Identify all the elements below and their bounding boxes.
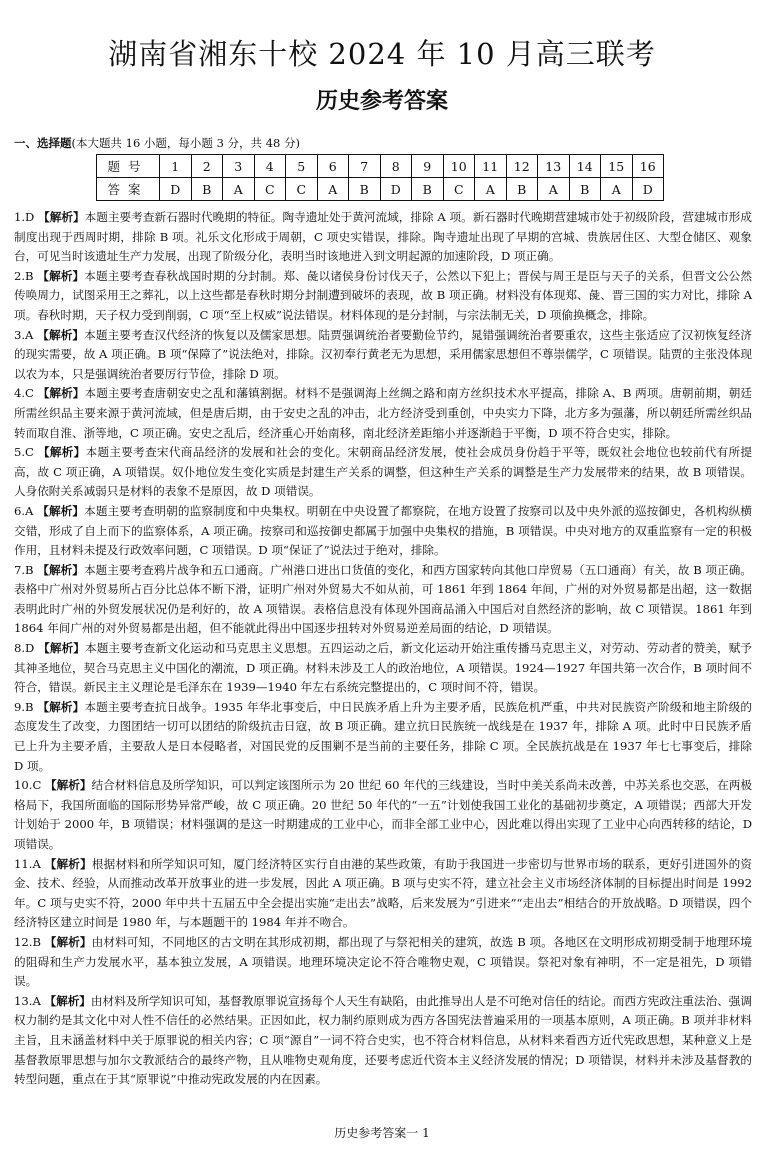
item-answer: 4.C [14, 386, 34, 401]
question-number-cell: 10 [443, 155, 475, 178]
explanation-item [14, 208, 752, 267]
answer-cell: B [191, 178, 223, 201]
explanation-item [14, 698, 752, 776]
analysis-tag: 【解析】 [38, 641, 85, 656]
section-heading [14, 135, 300, 151]
document-subtitle: 历史参考答案 [315, 89, 448, 114]
analysis-text: 由材料可知，不同地区的古文明在其形成初期，都出现了与祭祀相关的建筑，故选 B 项。各地区在文明形成初期受制于地理环境的阻碍和生产力发展水平，基本独立发展，A 项错误。地理环境决定论不符合唯物史观，C 项错误。祭祀对象有神明，不一定是祖先，D 项错误。 [14, 934, 752, 989]
answer-cell: B [412, 178, 444, 201]
answer-cell: A [538, 178, 570, 201]
answer-table [96, 154, 664, 201]
explanation-item [14, 384, 752, 443]
analysis-text: 本题主要考查新文化运动和马克思主义思想。五四运动之后，新文化运动开始注重传播马克思主义，对劳动、劳动者的赞美，赋予其神圣地位，契合马克思主义中国化的潮流，D 项正确。材料未涉及工人的政治地位，A 项错误。1924—1927 年国共第一次合作，B 项时间不符合，错误。新民主主义理论是毛泽东在 1939—1940 年左右系统完整提出的，C 项时间不符，错误。 [14, 641, 752, 695]
answer-cell: D [380, 178, 412, 201]
explanation-item [14, 933, 752, 992]
item-answer: 10.C [14, 778, 42, 793]
analysis-tag: 【解析】 [37, 445, 86, 460]
analysis-text: 本题主要考查鸦片战争和五口通商。广州港口进出口货值的变化，和西方国家转向其他口岸贸易（五口通商）有关，故 B 项正确。表格中广州对外贸易所占百分比总体不断下滑，证明广州对外贸易大不如从前，可 1861 年到 1864 年间，广州的对外贸易都是出超，这一数据表明此时广州的外贸发展状况仍是利好的，故 A 项错误。表格信息没有体现外国商品涌入中国后对自然经济的影响，故 C 项错误。1861 年到 1864 年间广州的对外贸易都是出超，但不能就此得出中国逐步扭转对外贸易逆差局面的结论，D 项错误。 [14, 562, 752, 636]
answer-cell: D [160, 178, 192, 201]
answer-cell: A [223, 178, 255, 201]
item-answer: 8.D [14, 641, 35, 656]
item-answer: 5.C [14, 445, 34, 460]
answer-cell: C [443, 178, 475, 201]
analysis-tag: 【解析】 [44, 993, 91, 1008]
analysis-tag: 【解析】 [37, 562, 84, 577]
analysis-text: 本题主要考查明朝的监察制度和中央集权。明朝在中央设置了都察院，在地方设置了按察司以及中央外派的巡按御史，各机构纵横交错，形成了自上而下的监察体系，A 项正确。按察司和巡按御史都属于加强中央集权的措施，B 项错误。中央对地方的双重监察有一定的积极作用，且材料未提及行政效率问题，C 项错误。D 项“保证了”说法过于绝对，排除。 [14, 503, 752, 558]
question-number-cell: 1 [160, 155, 192, 178]
answer-table-number-row [97, 155, 664, 178]
question-number-cell: 11 [475, 155, 507, 178]
analysis-text: 根据材料和所学知识可知，厦门经济特区实行自由港的某些政策，有助于我国进一步密切与世界市场的联系，更好引进国外的资金、技术、经验，从而推动改革开放事业的进一步发展，因此 A 项正确。B 项与史实不符，建立社会主义市场经济体制的目标提出时间是 1992 年。C 项与史实不符，2000 年中共十五届五中全会提出实施“走出去”战略，后来发展为“引进来”“走出去”相结合的开放战略。D 项错误，四个经济特区建立时间是 1980 年，与本题题干的 1984 年并不吻合。 [14, 856, 752, 930]
explanation-item [14, 502, 752, 561]
analysis-text: 本题主要考查宋代商品经济的发展和社会的变化。宋朝商品经济发展，使社会成员身份趋于平等，既奴社会地位也较前代有所提高，故 C 项正确，A 项错误。奴仆地位发生变化实质是封建生产关系的调整，但这种生产关系的调整是生产力发展带来的结果，故 B 项错误。人身依附关系减弱只是材料的表象不是原因，故 D 项错误。 [14, 445, 752, 499]
explanation-item [14, 639, 752, 698]
section-note: (本大题共 16 小题，每小题 3 分，共 48 分) [71, 136, 300, 150]
analysis-text: 本题主要考查唐朝安史之乱和藩镇割据。材料不是强调海上丝绸之路和南方丝织技术水平提高，排除 A、B 两项。唐朝前期，朝廷所需丝织品主要来源于黄河流域，但是唐后期，由于安史之乱的冲击，北方经济受到重创，中央实力下降，北方多为强藩，所以朝廷所需丝织品转而取自淮、浙等地，C 项正确。安史之乱后，经济重心开始南移，南北经济差距缩小并逐渐趋于平衡，D 项不符合史实，排除。 [14, 386, 752, 440]
question-number-cell: 2 [191, 155, 223, 178]
question-number-cell: 4 [254, 155, 286, 178]
explanation-item [14, 776, 752, 854]
analysis-tag: 【解析】 [44, 856, 92, 871]
answer-cell: C [254, 178, 286, 201]
analysis-tag: 【解析】 [45, 778, 92, 793]
explanation-item [14, 443, 752, 502]
item-answer: 1.D [14, 210, 35, 224]
explanation-item [14, 992, 752, 1090]
analysis-text: 本题主要考查汉代经济的恢复以及儒家思想。陆贾强调统治者要勤俭节约，晁错强调统治者要重农，这些主张适应了汉初恢复经济的现实需要，故 A 项正确。B 项“保障了”说法绝对，排除。汉初奉行黄老无为思想，采用儒家思想但不尊崇儒学，C 项错误。陆贾的主张没体现以农为本，只是强调统治者要厉行节俭，排除 D 项。 [14, 327, 752, 381]
question-number-cell: 6 [317, 155, 349, 178]
question-number-cell: 8 [380, 155, 412, 178]
row-label-answer: 答案 [97, 178, 160, 201]
item-answer: 3.A [14, 327, 34, 342]
item-answer: 6.A [14, 503, 34, 518]
answer-cell: A [475, 178, 507, 201]
answer-cell: B [569, 178, 601, 201]
answer-cell: D [632, 178, 664, 201]
item-answer: 12.B [14, 934, 41, 949]
item-answer: 11.A [14, 856, 41, 871]
section-title: 一、选择题 [14, 136, 72, 150]
question-number-cell: 12 [506, 155, 538, 178]
question-number-cell: 5 [286, 155, 318, 178]
answer-cell: A [601, 178, 633, 201]
item-answer: 9.B [14, 699, 34, 714]
question-number-cell: 16 [632, 155, 664, 178]
question-number-cell: 13 [538, 155, 570, 178]
analysis-text: 由材料及所学知识可知，基督教原罪说宣扬每个人天生有缺陷，由此推导出人是不可绝对信任的结论。而西方宪政注重法治、强调权力制约是其文化中对人性不信任的必然结果。正因如此，权力制约原则成为西方各国宪法普遍采用的一项基本原则，A 项正确。B 项并非材料主旨，且未涵盖材料中关于原罪说的相关内容；C 项“源自”一词不符合史实，也不符合材料信息，从材料来看西方近代宪政思想，某种意义上是基督教原罪思想与加尔文教派结合的最终产物，且从唯物史观角度，还要考虑近代资本主义经济发展的情况；D 项错误，材料并未涉及基督教的转型问题，重点在于其“原罪说”中推动宪政发展的内在因素。 [14, 993, 752, 1087]
analysis-tag: 【解析】 [38, 210, 85, 224]
question-number-cell: 3 [223, 155, 255, 178]
analysis-tag: 【解析】 [37, 268, 85, 283]
analysis-tag: 【解析】 [37, 327, 85, 342]
analysis-text: 本题主要考查新石器时代晚期的特征。陶寺遗址处于黄河流域，排除 A 项。新石器时代晚期营建城市处于初级阶段，营建城市形成制度出现于西周时期，排除 B 项。礼乐文化形成于周朝，C 项史实错误，排除。陶寺遗址出现了早期的宫城、贵族居住区、大型仓储区、观象台，可见当时该遗址生产力发展，出现了阶级分化，表明当时该地进入到文明起源的加速阶段，D 项正确。 [14, 210, 752, 264]
answer-cell: A [317, 178, 349, 201]
explanation-item [14, 561, 752, 639]
question-number-cell: 7 [349, 155, 381, 178]
item-answer: 2.B [14, 268, 34, 283]
analysis-tag: 【解析】 [37, 503, 85, 518]
question-number-cell: 9 [412, 155, 444, 178]
explanations [14, 208, 752, 1090]
answer-table-answer-row [97, 178, 664, 201]
page-footer: 历史参考答案一 1 [334, 1126, 430, 1140]
explanation-item [14, 267, 752, 326]
analysis-text: 结合材料信息及所学知识，可以判定该图所示为 20 世纪 60 年代的三线建设，当时中美关系尚未改善，中苏关系也交恶，在两极格局下，我国所面临的国际形势异常严峻，故 C 项正确。20 世纪 50 年代的“一五”计划使我国工业化的基础初步奠定，A 项错误；西部大开发计划始于 2000 年，B 项错误；材料强调的是这一时期建成的工业中心，而非全部工业中心，因此难以得出实现了工业中心向西转移的结论，D 项错误。 [14, 778, 752, 851]
explanation-item [14, 855, 752, 933]
explanation-item [14, 326, 752, 385]
question-number-cell: 14 [569, 155, 601, 178]
analysis-tag: 【解析】 [44, 934, 92, 949]
analysis-tag: 【解析】 [37, 699, 85, 714]
document-title: 湖南省湘东十校 2024 年 10 月高三联考 [108, 37, 656, 71]
answer-cell: B [349, 178, 381, 201]
item-answer: 13.A [14, 993, 41, 1008]
answer-cell: B [506, 178, 538, 201]
row-label-number: 题号 [97, 155, 160, 178]
question-number-cell: 15 [601, 155, 633, 178]
answer-cell: C [286, 178, 318, 201]
analysis-tag: 【解析】 [37, 386, 85, 401]
item-answer: 7.B [14, 562, 34, 577]
analysis-text: 本题主要考查抗日战争。1935 年华北事变后，中日民族矛盾上升为主要矛盾，民族危机严重，中共对民族资产阶级和地主阶级的态度发生了改变，力图团结一切可以团结的阶级抗击日寇，故 B 项正确。建立抗日民族统一战线是在 1937 年，排除 A 项。此时中日民族矛盾已上升为主要矛盾，主要敌人是日本侵略者，对国民党的反围剿不是当前的主要任务，排除 C 项。全民族抗战是在 1937 年七七事变后，排除 D 项。 [14, 699, 752, 773]
analysis-text: 本题主要考查春秋战国时期的分封制。郑、彘以诸侯身份讨伐天子，公然以下犯上；晋侯与周王是臣与天子的关系，但晋文公公然传唤周力，试图采用王之葬礼，以上这些都是春秋时期分封制遭到破坏的表现，故 B 项正确。材料没有体现郑、彘、晋三国的实力对比，排除 A 项。春秋时期，天子权力受到削弱，C 项“至上权威”说法错误。材料体现的是分封制，与宗法制无关，D 项偷换概念，排除。 [14, 268, 752, 322]
